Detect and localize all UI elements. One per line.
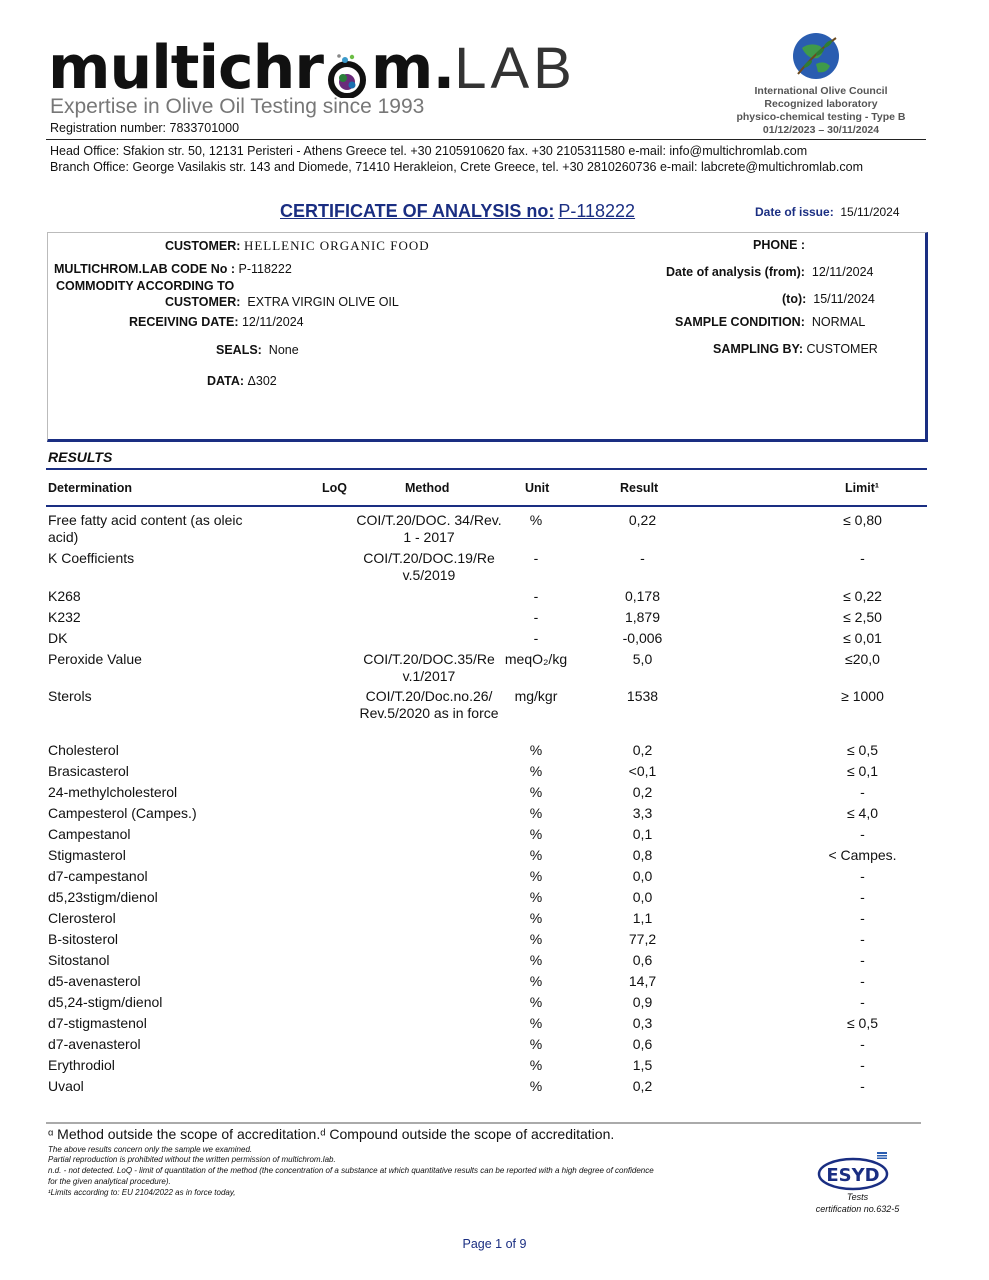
limit-cell: - (860, 973, 865, 989)
seals-label: SEALS: (216, 343, 262, 357)
footer-note-5: ¹Limits according to: EU 2104/2022 as in force today, (48, 1188, 236, 1197)
determination-cell: Peroxide Value (48, 651, 142, 667)
logo-text-main: multichr (48, 33, 323, 103)
determination-cell: B-sitosterol (48, 931, 119, 947)
result-cell: 0,9 (632, 994, 653, 1010)
result-cell: 0,2 (632, 784, 653, 800)
receiving-date-label: RECEIVING DATE: (129, 315, 239, 329)
limit-cell: ≤ 4,0 (846, 805, 879, 821)
determination-cell: Uvaol (48, 1078, 84, 1094)
header-unit: Unit (525, 481, 550, 495)
unit-cell: % (529, 763, 543, 779)
unit-cell: - (533, 630, 539, 646)
result-cell: 1538 (626, 688, 659, 704)
analysis-to-field (782, 292, 875, 306)
phone-label: PHONE : (753, 238, 806, 252)
result-cell: 0,6 (632, 1036, 653, 1052)
unit-cell: mg/kgr (514, 688, 558, 704)
limit-cell: - (860, 1057, 865, 1073)
customer-label: CUSTOMER: (165, 239, 241, 253)
data-field (207, 374, 277, 388)
limit-cell: - (860, 994, 865, 1010)
header-method: Method (405, 481, 450, 495)
branch-office-address: Branch Office: George Vasilakis str. 143 and Diomede, 71410 Herakleion, Crete Greece, tel. +30 2810260736 e-mail: labcrete@multichromlab.com (50, 160, 864, 174)
esyd-certification (790, 1191, 925, 1215)
determination-cell: 24-methylcholesterol (48, 784, 178, 800)
sample-condition-value: NORMAL (811, 315, 866, 329)
unit-cell: % (529, 1015, 543, 1031)
header-determination: Determination (48, 481, 133, 495)
determination-cell: d7-avenasterol (48, 1036, 141, 1052)
company-tagline: Expertise in Olive Oil Testing since 1993 (50, 95, 425, 118)
sample-condition-field (675, 315, 865, 329)
esyd-logo-text: ESYD (826, 1165, 880, 1186)
result-cell: 1,1 (632, 910, 653, 926)
limit-cell: - (860, 1078, 865, 1094)
limit-cell: - (860, 1036, 865, 1052)
limit-cell: ≤ 0,5 (846, 742, 879, 758)
determination-cell: Sitostanol (48, 952, 110, 968)
result-cell: 0,0 (632, 868, 653, 884)
receiving-date-value: 12/11/2024 (241, 315, 304, 329)
determination-cell: d7-stigmastenol (48, 1015, 147, 1031)
seals-value: None (268, 343, 299, 357)
limit-cell: - (860, 931, 865, 947)
result-cell: 1,879 (624, 609, 661, 625)
commodity-label-line1 (56, 279, 234, 293)
determination-cell: d7-campestanol (48, 868, 148, 884)
unit-cell: meqO₂/kg (504, 651, 568, 667)
result-cell: 0,3 (632, 1015, 653, 1031)
determination-cell: Clerosterol (48, 910, 116, 926)
sample-condition-label: SAMPLE CONDITION: (675, 315, 805, 329)
result-cell: 0,2 (632, 742, 653, 758)
result-cell: 14,7 (628, 973, 657, 989)
ioc-globe-icon (790, 30, 842, 82)
esyd-line-2: certification no.632-5 (815, 1204, 900, 1214)
sampling-by-value: CUSTOMER (806, 342, 878, 356)
determination-cell: DK (48, 630, 68, 646)
results-header-rule (46, 505, 927, 507)
header-limit: Limit¹ (845, 481, 880, 495)
unit-cell: % (529, 784, 543, 800)
determination-cell: K Coefficients (48, 550, 135, 566)
result-cell: - (640, 550, 645, 566)
logo-text-after: m. (370, 33, 455, 103)
ioc-line-2: Recognized laboratory (764, 98, 878, 110)
result-cell: 0,1 (632, 826, 653, 842)
result-cell: 1,5 (632, 1057, 653, 1073)
determination-cell: K268 (48, 588, 81, 604)
determination-cell: Campestanol (48, 826, 131, 842)
determination-cell: Brasicasterol (48, 763, 129, 779)
seals-field (216, 343, 299, 357)
limit-cell: - (860, 889, 865, 905)
result-cell: 0,2 (632, 1078, 653, 1094)
accreditation-note: ᵅ Method outside the scope of accreditation.ᵈ Compound outside the scope of accreditation. (48, 1126, 615, 1142)
unit-cell: % (529, 742, 543, 758)
result-cell: 3,3 (632, 805, 653, 821)
flask-icon (325, 52, 369, 98)
sampling-by-label: SAMPLING BY: (713, 342, 804, 356)
commodity-label-2: CUSTOMER: (165, 295, 241, 309)
determination-cell: d5-avenasterol (48, 973, 141, 989)
company-logo (48, 33, 576, 103)
unit-cell: % (529, 868, 543, 884)
method-cell: COI/T.20/DOC.35/Re v.1/2017 (363, 651, 495, 684)
commodity-field (165, 295, 399, 309)
result-cell: -0,006 (622, 630, 663, 646)
code-field (54, 262, 292, 276)
unit-cell: - (533, 588, 539, 604)
phone-field (753, 238, 805, 252)
unit-cell: % (529, 847, 543, 863)
customer-value: HELLENIC ORGANIC FOOD (243, 238, 430, 253)
result-cell: 0,8 (632, 847, 653, 863)
unit-cell: % (529, 952, 543, 968)
footer-note-2: Partial reproduction is prohibited without the written permission of multichrom.lab. (48, 1155, 336, 1164)
limit-cell: ≤ 2,50 (843, 609, 882, 625)
determination-cell: Sterols (48, 688, 92, 704)
unit-cell: % (529, 910, 543, 926)
unit-cell: % (529, 889, 543, 905)
unit-cell: % (529, 973, 543, 989)
unit-cell: % (529, 512, 543, 528)
header-divider (46, 139, 926, 140)
header-result: Result (620, 481, 659, 495)
determination-cell: K232 (48, 609, 81, 625)
logo-text-lab: LAB (454, 36, 576, 101)
footer-note-1: The above results concern only the sample we examined. (48, 1145, 253, 1154)
results-section-title: RESULTS (48, 449, 113, 465)
limit-cell: - (860, 952, 865, 968)
commodity-value: EXTRA VIRGIN OLIVE OIL (247, 295, 399, 309)
unit-cell: % (529, 1078, 543, 1094)
esyd-line-1: Tests (846, 1192, 869, 1202)
code-value: P-118222 (238, 262, 292, 276)
analysis-from-label: Date of analysis (from): (666, 265, 805, 279)
result-cell: 0,6 (632, 952, 653, 968)
limit-cell: ≤ 0,80 (843, 512, 882, 528)
method-cell: COI/T.20/Doc.no.26/ Rev.5/2020 as in force (359, 688, 499, 721)
limit-cell: - (860, 550, 865, 566)
issue-date-value: 15/11/2024 (840, 205, 900, 219)
limit-cell: - (860, 910, 865, 926)
ioc-recognition (715, 85, 927, 137)
determination-cell: d5,23stigm/dienol (48, 889, 158, 905)
ioc-line-4: 01/12/2023 – 30/11/2024 (762, 124, 880, 136)
certificate-title (280, 201, 635, 222)
ioc-line-1: International Olive Council (754, 85, 888, 97)
head-office-address: Head Office: Sfakion str. 50, 12131 Peristeri - Athens Greece tel. +30 2105910620 fax. +30 2105311580 e-mail: info@multichromlab.com (50, 144, 808, 158)
result-cell: 0,178 (624, 588, 661, 604)
results-top-rule (46, 468, 927, 470)
analysis-to-label: (to): (782, 292, 807, 306)
limit-cell: ≤20,0 (845, 651, 880, 667)
unit-cell: % (529, 805, 543, 821)
limit-cell: - (860, 826, 865, 842)
certificate-number: P-118222 (558, 201, 636, 221)
commodity-label-1: COMMODITY ACCORDING TO (56, 279, 235, 293)
data-label: DATA: (207, 374, 245, 388)
limit-cell: ≥ 1000 (841, 688, 884, 704)
unit-cell: % (529, 1057, 543, 1073)
certificate-title-label: CERTIFICATE OF ANALYSIS no: (280, 201, 555, 221)
limit-cell: ≤ 0,5 (846, 1015, 879, 1031)
limit-cell: - (860, 784, 865, 800)
result-cell: <0,1 (628, 763, 657, 779)
receiving-date-field (129, 315, 304, 329)
limit-cell: < Campes. (828, 847, 897, 863)
ioc-line-3: physico-chemical testing - Type B (736, 111, 906, 123)
unit-cell: % (529, 1036, 543, 1052)
limit-cell: ≤ 0,1 (846, 763, 879, 779)
esyd-accreditation-logo (815, 1150, 897, 1192)
limit-cell: ≤ 0,22 (843, 588, 882, 604)
determination-cell: Cholesterol (48, 742, 119, 758)
determination-cell: Campesterol (Campes.) (48, 805, 197, 821)
limit-cell: - (860, 868, 865, 884)
limit-cell: ≤ 0,01 (843, 630, 882, 646)
unit-cell: - (533, 550, 539, 566)
data-value: Δ302 (247, 374, 277, 388)
method-cell: COI/T.20/DOC. 34/Rev. 1 - 2017 (356, 512, 502, 545)
determination-cell: Stigmasterol (48, 847, 126, 863)
registration-number: Registration number: 7833701000 (50, 121, 240, 135)
result-cell: 77,2 (628, 931, 657, 947)
footer-divider (46, 1122, 921, 1124)
customer-field (165, 238, 430, 254)
sampling-by-field (713, 342, 878, 356)
issue-date-label: Date of issue: (755, 205, 834, 219)
result-cell: 5,0 (632, 651, 653, 667)
result-cell: 0,0 (632, 889, 653, 905)
unit-cell: - (533, 609, 539, 625)
unit-cell: % (529, 994, 543, 1010)
footer-note-4: for the given analytical procedure). (48, 1177, 171, 1186)
method-cell: COI/T.20/DOC.19/Re v.5/2019 (363, 550, 495, 583)
determination-cell: Erythrodiol (48, 1057, 115, 1073)
determination-cell: d5,24-stigm/dienol (48, 994, 163, 1010)
unit-cell: % (529, 931, 543, 947)
date-of-issue (755, 205, 900, 219)
code-label: MULTICHROM.LAB CODE No : (54, 262, 235, 276)
analysis-to-value: 15/11/2024 (813, 292, 875, 306)
analysis-from-field (666, 265, 874, 279)
result-cell: 0,22 (628, 512, 657, 528)
footer-note-3: n.d. - not detected. LoQ - limit of quantitation of the method (the concentration of a substance at which quantitative results can be reported with a high degree of confidence (48, 1166, 654, 1175)
analysis-from-value: 12/11/2024 (811, 265, 874, 279)
page-number: Page 1 of 9 (462, 1237, 527, 1251)
determination-cell: Free fatty acid content (as oleic acid) (48, 512, 243, 545)
unit-cell: % (529, 826, 543, 842)
header-loq: LoQ (322, 481, 347, 495)
